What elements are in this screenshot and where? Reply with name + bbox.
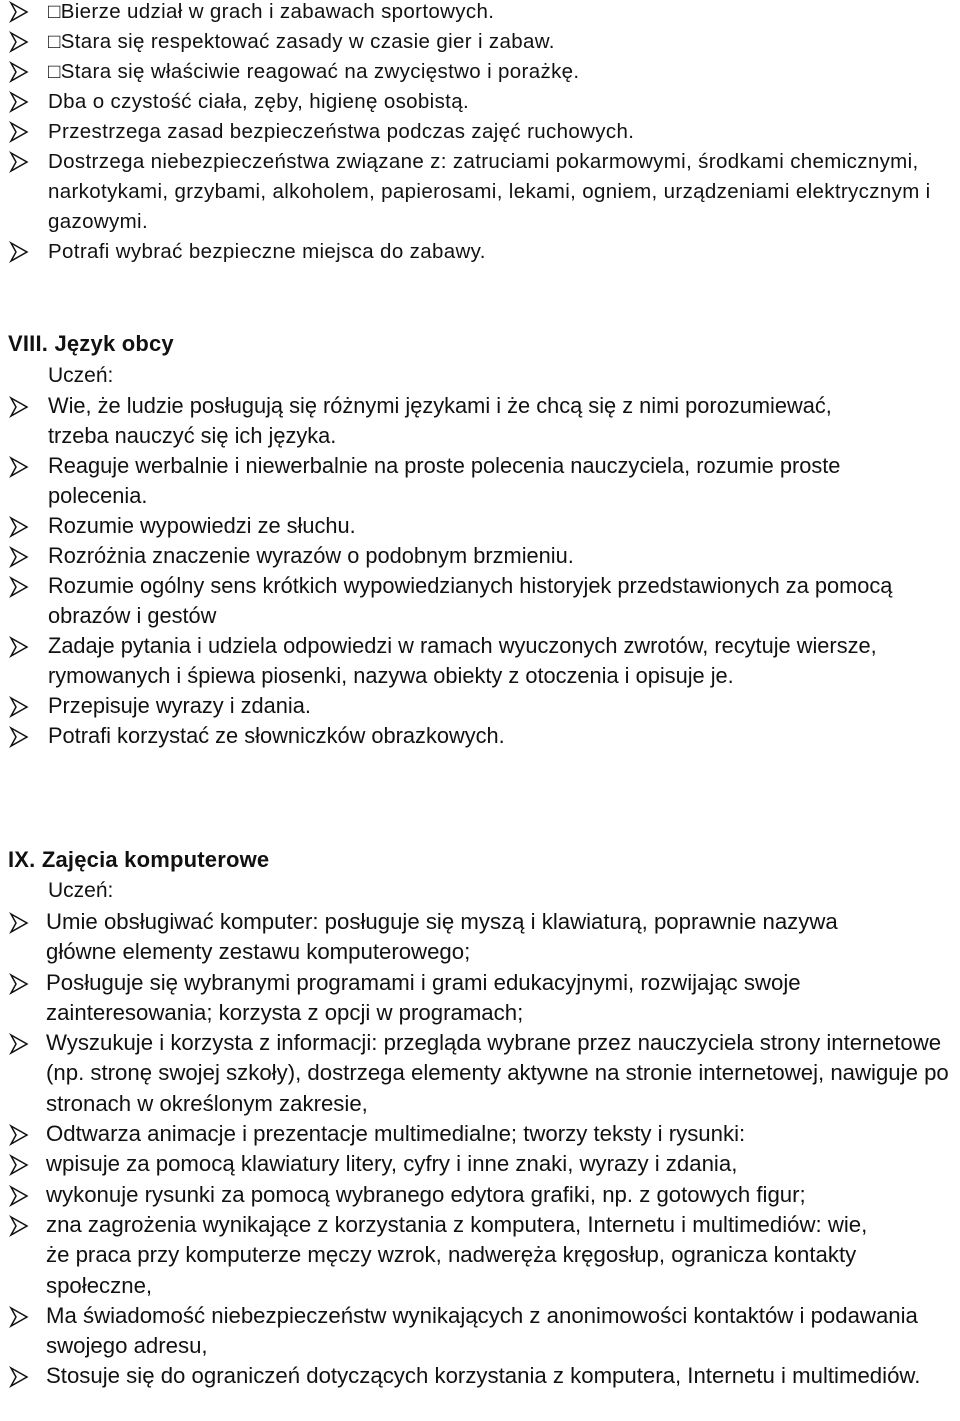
- list-item-text: Przepisuje wyrazy i zdania.: [48, 693, 311, 718]
- arrowhead-bullet-icon: [8, 973, 30, 995]
- list-item-text: Zadaje pytania i udziela odpowiedzi w ramach wyuczonych zwrotów, recytuje wiersze, rymowanych i śpiewa piosenki, nazywa obiekty z otoczenia i opisuje je.: [48, 633, 877, 688]
- list-item: [0, 237, 960, 267]
- arrowhead-bullet-icon: [8, 31, 30, 53]
- list-item: [0, 27, 960, 57]
- list-item-text: zna zagrożenia wynikające z korzystania z komputera, Internetu i multimediów: wie, że praca przy komputerze męczy wzrok, nadweręża kręgosłup, ogranicza kontakty społeczne,: [46, 1211, 868, 1298]
- list-item-text: Dba o czystość ciała, zęby, higienę osobistą.: [48, 90, 470, 113]
- list-item-text: □Stara się właściwie reagować na zwycięstwo i porażkę.: [48, 60, 580, 83]
- section-title: Język obcy: [54, 331, 174, 356]
- section-number: VIII.: [8, 331, 49, 356]
- list-item: [0, 117, 960, 147]
- list-item-text: Rozumie wypowiedzi ze słuchu.: [48, 513, 356, 538]
- list-item: [0, 451, 960, 511]
- list-item-text: Odtwarza animacje i prezentacje multimedialne; tworzy teksty i rysunki:: [46, 1121, 746, 1147]
- list-item-text: Ma świadomość niebezpieczeństw wynikających z anonimowości kontaktów i podawania swojego adresu,: [46, 1302, 918, 1359]
- list-item-text: Wyszukuje i korzysta z informacji: przegląda wybrane przez nauczyciela strony internetowe (np. stronę swojej szkoły), dostrzega elementy aktywne na stronie internetowej, nawiguje po stronach w określonym zakresie,: [46, 1030, 949, 1116]
- section-ix-list: [0, 907, 960, 1392]
- arrowhead-bullet-icon: [8, 61, 30, 83]
- arrowhead-bullet-icon: [8, 696, 30, 718]
- list-item: [0, 57, 960, 87]
- section-subheading: Uczeń:: [48, 879, 114, 902]
- arrowhead-bullet-icon: [8, 1185, 30, 1207]
- arrowhead-bullet-icon: [8, 576, 30, 598]
- list-item: [0, 391, 960, 451]
- arrowhead-bullet-icon: [8, 91, 30, 113]
- arrowhead-bullet-icon: [8, 121, 30, 143]
- arrowhead-bullet-icon: [8, 1124, 30, 1146]
- arrowhead-bullet-icon: [8, 726, 30, 748]
- section-heading-ix: [8, 845, 269, 875]
- list-item: [0, 631, 960, 691]
- arrowhead-bullet-icon: [8, 1033, 30, 1055]
- list-item-text: Dostrzega niebezpieczeństwa związane z: zatruciami pokarmowymi, środkami chemicznymi, narkotykami, grzybami, alkoholem, papierosami, lekami, ogniem, urządzeniami elektrycznym i gazowymi.: [48, 150, 931, 233]
- list-item: [0, 87, 960, 117]
- list-item: [0, 1119, 960, 1149]
- arrowhead-bullet-icon: [8, 546, 30, 568]
- list-item-text: wpisuje za pomocą klawiatury litery, cyfry i inne znaki, wyrazy i zdania,: [46, 1151, 738, 1177]
- list-item-text: Rozumie ogólny sens krótkich wypowiedzianych historyjek przedstawionych za pomocą obrazów i gestów: [48, 573, 893, 628]
- list-item-text: Wie, że ludzie posługują się różnymi językami i że chcą się z nimi porozumiewać, trzeba nauczyć się ich języka.: [48, 393, 832, 448]
- section-viii-list: [0, 391, 960, 751]
- list-item-text: Rozróżnia znaczenie wyrazów o podobnym brzmieniu.: [48, 543, 574, 568]
- list-item: [0, 1028, 960, 1119]
- list-item: [0, 691, 960, 721]
- section-heading-viii: [8, 329, 174, 359]
- section-title: Zajęcia komputerowe: [41, 847, 270, 872]
- list-item: [0, 1301, 960, 1362]
- list-item: [0, 541, 960, 571]
- arrowhead-bullet-icon: [8, 912, 30, 934]
- list-item: [0, 571, 960, 631]
- list-item-text: □Stara się respektować zasady w czasie gier i zabaw.: [48, 30, 555, 53]
- arrowhead-bullet-icon: [8, 1366, 30, 1388]
- list-item: [0, 1180, 960, 1210]
- arrowhead-bullet-icon: [8, 241, 30, 263]
- list-item: [0, 721, 960, 751]
- arrowhead-bullet-icon: [8, 1154, 30, 1176]
- list-item-text: wykonuje rysunki za pomocą wybranego edytora grafiki, np. z gotowych figur;: [46, 1181, 806, 1207]
- top-bullet-list: [0, 0, 960, 267]
- list-item: [0, 968, 960, 1029]
- list-item-text: Stosuje się do ograniczeń dotyczących korzystania z komputera, Internetu i multimediów.: [46, 1363, 921, 1389]
- arrowhead-bullet-icon: [8, 456, 30, 478]
- list-item: [0, 1210, 960, 1301]
- arrowhead-bullet-icon: [8, 151, 30, 173]
- list-item: [0, 1149, 960, 1179]
- list-item: [0, 511, 960, 541]
- list-item-text: Potrafi wybrać bezpieczne miejsca do zabawy.: [48, 240, 486, 263]
- list-item: [0, 907, 960, 968]
- arrowhead-bullet-icon: [8, 516, 30, 538]
- section-number: IX.: [8, 847, 36, 872]
- list-item-text: Umie obsługiwać komputer: posługuje się myszą i klawiaturą, poprawnie nazywa główne elementy zestawu komputerowego;: [46, 909, 838, 965]
- list-item-text: □Bierze udział w grach i zabawach sportowych.: [48, 0, 495, 23]
- arrowhead-bullet-icon: [8, 396, 30, 418]
- arrowhead-bullet-icon: [8, 1306, 30, 1328]
- arrowhead-bullet-icon: [8, 1215, 30, 1237]
- list-item: [0, 147, 960, 237]
- arrowhead-bullet-icon: [8, 1, 30, 23]
- arrowhead-bullet-icon: [8, 636, 30, 658]
- section-subheading: Uczeń:: [48, 364, 114, 387]
- list-item: [0, 0, 960, 27]
- list-item-text: Posługuje się wybranymi programami i grami edukacyjnymi, rozwijając swoje zainteresowania; korzysta z opcji w programach;: [46, 969, 801, 1025]
- list-item: [0, 1361, 960, 1391]
- list-item-text: Potrafi korzystać ze słowniczków obrazkowych.: [48, 723, 505, 748]
- list-item-text: Przestrzega zasad bezpieczeństwa podczas zajęć ruchowych.: [48, 120, 635, 143]
- list-item-text: Reaguje werbalnie i niewerbalnie na proste polecenia nauczyciela, rozumie proste polecenia.: [48, 453, 841, 508]
